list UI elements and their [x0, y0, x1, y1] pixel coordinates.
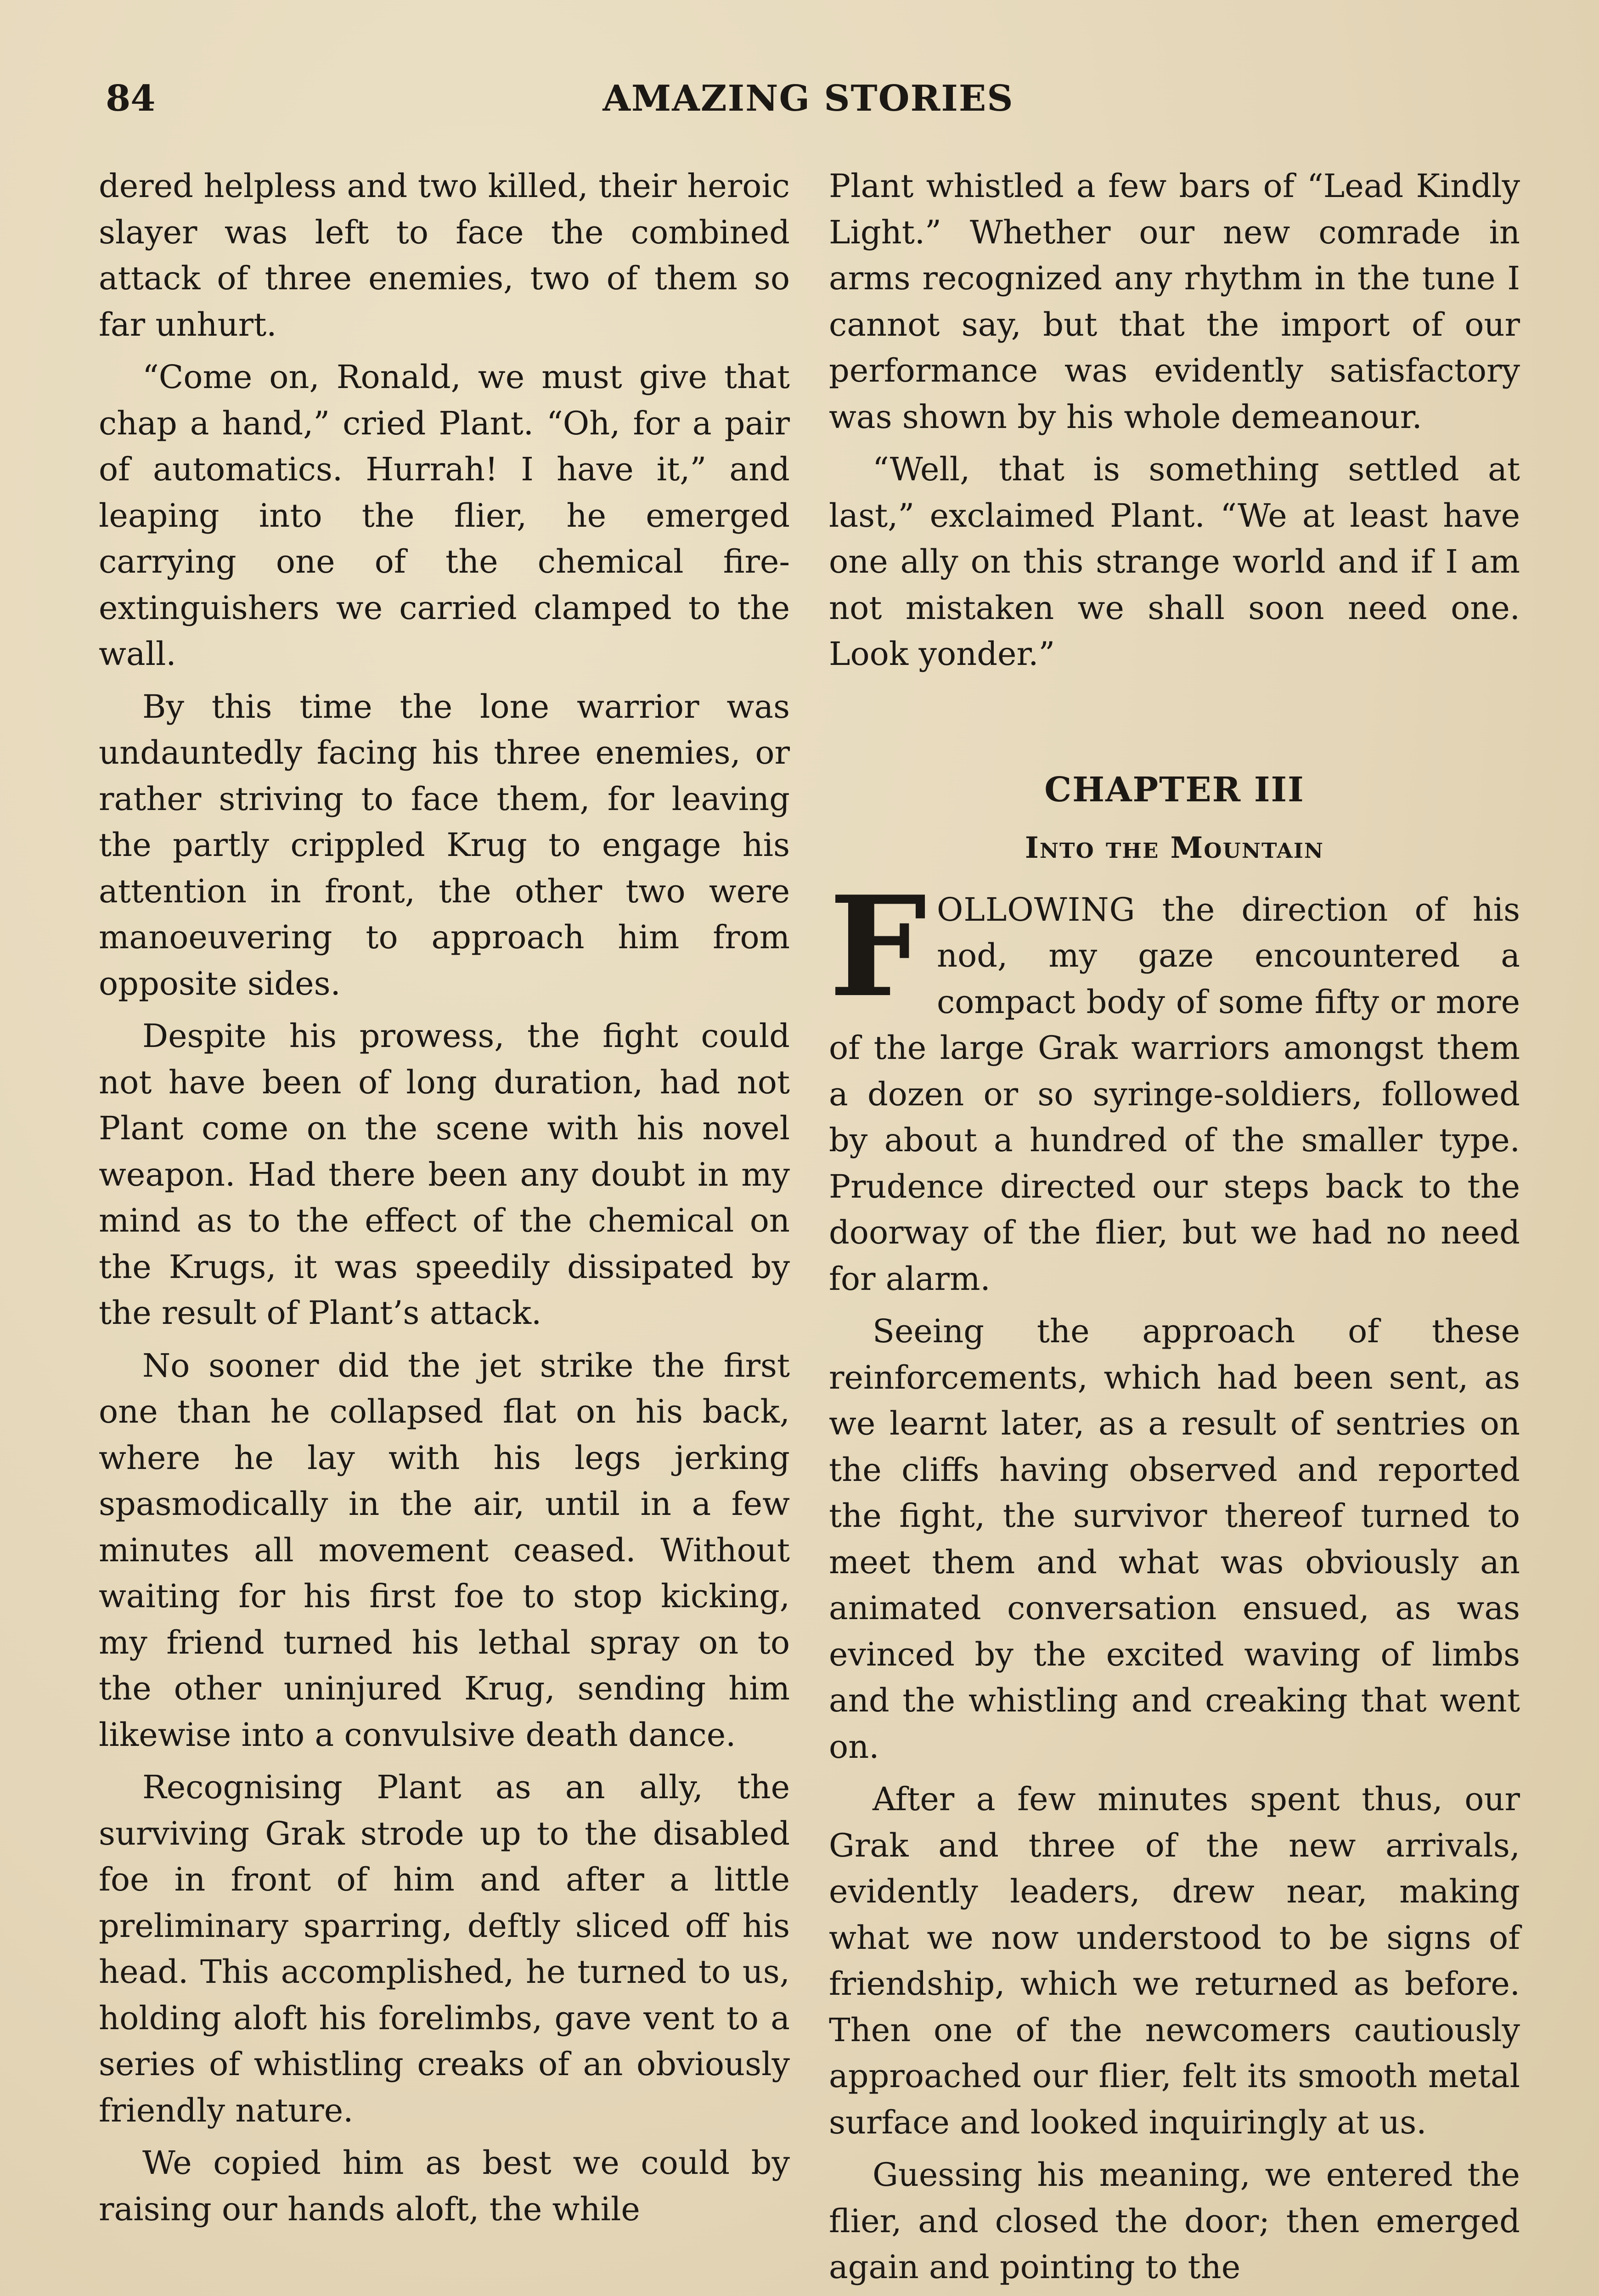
- chapter-title: CHAPTER III: [1044, 770, 1305, 810]
- paragraph: “Come on, Ronald, we must give that chap a hand,” cried Plant. “Oh, for a pair of automatics. Hurrah! I have it,” and leaping into the flier, he emerged carrying one of the chemical fire-extinguishers we carried clamped to the wall.: [99, 358, 790, 673]
- right-column: [829, 163, 1520, 2296]
- drop-cap: F: [829, 865, 927, 1028]
- left-column: [99, 163, 790, 2239]
- paragraph: Seeing the approach of these reinforcements, which had been sent, as we learnt later, as a result of sentries on the cliffs having observed and reported the fight, the survivor thereof turned to meet them and what was obviously an animated conversation ensued, as was evinced by the excited waving of limbs and the whistling and creaking that went on.: [829, 1312, 1520, 1766]
- page-header: [101, 73, 1515, 124]
- paragraph: Despite his prowess, the fight could not have been of long duration, had not Plant come on the scene with his novel weapon. Had there been any doubt in my mind as to the effect of the chemical on the Krugs, it was speedily dissipated by the result of Plant’s attack.: [99, 1017, 790, 1332]
- paragraph: No sooner did the jet strike the first one than he collapsed flat on his back, where he lay with his legs jerking spasmodically in the air, until in a few minutes all movement ceased. Without waiting for his first foe to stop kicking, my friend turned his lethal spray on to the other uninjured Krug, sending him likewise into a convulsive death dance.: [99, 1346, 790, 1754]
- paragraph: “Well, that is something settled at last,” exclaimed Plant. “We at least have one ally on this strange world and if I am not mistaken we shall soon need one. Look yonder.”: [829, 450, 1520, 673]
- paragraph: By this time the lone warrior was undauntedly facing his three enemies, or rather striving to face them, for leaving the partly crippled Krug to engage his attention in front, the other two were manoeuvering to approach him from opposite sides.: [99, 687, 790, 1002]
- page-number: 84: [106, 78, 156, 119]
- paragraph: We copied him as best we could by raising our hands aloft, the while: [99, 2144, 790, 2228]
- paragraph: After a few minutes spent thus, our Grak and three of the new arrivals, evidently leaders, drew near, making what we now understood to be signs of friendship, which we returned as before. Then one of the newcomers cautiously approached our flier, felt its smooth metal surface and looked inquiringly at us.: [829, 1780, 1520, 2141]
- paragraph: dered helpless and two killed, their heroic slayer was left to face the combined attack of three enemies, two of them so far unhurt.: [99, 167, 790, 343]
- paragraph: Guessing his meaning, we entered the flier, and closed the door; then emerged again and pointing to the: [829, 2156, 1520, 2286]
- paragraph: Recognising Plant as an ally, the surviving Grak strode up to the disabled foe in front of him and after a little preliminary sparring, deftly sliced off his head. This accomplished, he turned to us, holding aloft his forelimbs, gave vent to a series of whistling creaks of an obviously friendly nature.: [99, 1768, 790, 2129]
- paragraph-text: the direction of his nod, my gaze encountered a compact body of some fifty or more of the large Grak warriors amongst them a dozen or so syringe-soldiers, followed by about a hundred of the smaller type. Prudence directed our steps back to the doorway of the flier, but we had no need for alarm.: [829, 890, 1520, 1298]
- chapter-subtitle: Into the Mountain: [1025, 830, 1324, 865]
- paragraph: Plant whistled a few bars of “Lead Kindly Light.” Whether our new comrade in arms recognized any rhythm in the tune I cannot say, but that the import of our performance was evidently satisfactory was shown by his whole demeanour.: [829, 167, 1520, 436]
- lead-in-caps: OLLOWING: [937, 890, 1136, 929]
- running-title: AMAZING STORIES: [602, 78, 1014, 119]
- dropcap-paragraph: [829, 865, 1520, 1302]
